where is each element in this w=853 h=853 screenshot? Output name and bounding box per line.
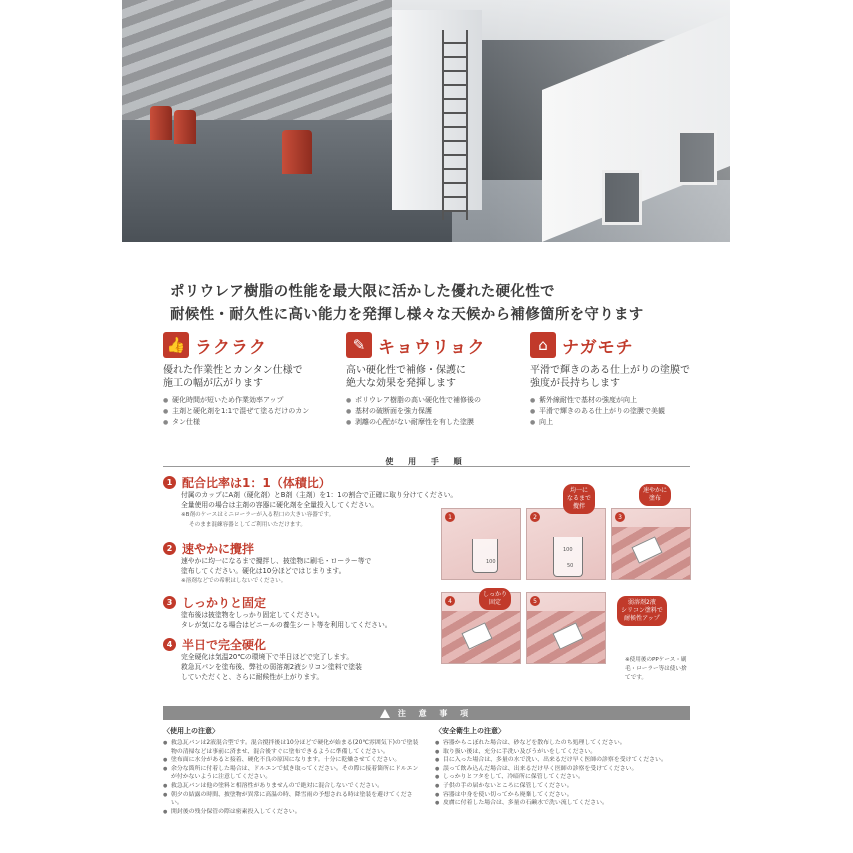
step-1-header [163, 474, 331, 491]
feature-point: ● ポリウレア樹脂の高い硬化性で補修後の [346, 395, 526, 406]
headline [170, 281, 730, 327]
step-2-header [163, 540, 254, 557]
caution-item: ● 余分な箇所に付着した場合は、ドルエンで拭き取ってください。その際に接着箇所にドルエンが付かないように注意してください。 [163, 765, 421, 782]
figure-note: ※使用後のPPケース・刷毛・ローラー等は使い捨てです。 [625, 657, 687, 681]
caution-item: ● 開封後の残分保管の際は密素投入してください。 [163, 808, 421, 817]
figure-1 [441, 508, 521, 580]
usage-figures [441, 487, 690, 681]
figure-number: 5 [530, 596, 540, 606]
feature-desc-line: 優れた作業性とカンタン仕様で [163, 365, 303, 376]
feature-point: ● 剥離の心配がない耐摩性を有した塗膜 [346, 417, 526, 428]
step-line: 全量使用の場合は主剤の容器に硬化剤を全量投入してください。 [181, 501, 379, 509]
warning-icon [380, 709, 390, 718]
figure-5 [526, 592, 606, 664]
figure-3-bubble: 速やかに 塗布 [639, 484, 671, 506]
figure-2 [526, 508, 606, 580]
step-3-body [181, 610, 441, 630]
feature-point: ● タン仕様 [163, 417, 343, 428]
figure-number: 3 [615, 512, 625, 522]
step-4-body [181, 652, 441, 682]
rooftop-photo [122, 0, 730, 242]
feature-point: ● 硬化時間が短いため作業効率アップ [163, 395, 343, 406]
feature-point: ● 基材の破断面を強力保護 [346, 406, 526, 417]
step-number: 4 [163, 638, 176, 651]
step-note: ※溶剤などでの希釈はしないでください。 [181, 578, 287, 584]
feature-point: ● 向上 [530, 417, 710, 428]
step-4-header [163, 636, 266, 653]
caution-item: ● 誤って飲み込んだ場合は、出来るだけ早く医師の診察を受けてください。 [435, 765, 693, 774]
feature-rakuraku [163, 330, 343, 428]
headline-line-2: 耐候性・耐久性に高い能力を発揮し様々な天候から補修箇所を守ります [170, 307, 644, 323]
headline-line-1: ポリウレア樹脂の性能を最大限に活かした優れた硬化性で [170, 284, 555, 300]
caution-item: ● 朝夕の結露の時間、披塗物が異常に高温の時、降雪雨の予想される時は塗装を避けてください。 [163, 791, 421, 808]
step-title: 配合比率は1：1（体積比） [182, 476, 331, 490]
feature-desc-line: 平滑で輝きのある仕上がりの塗膜で [530, 365, 690, 376]
usage-cautions [163, 726, 421, 816]
caution-item: ● 子供の手の届かないところに保管してください。 [435, 782, 693, 791]
feature-nagamochi [530, 330, 710, 428]
usage-cautions-title: 〈使用上の注意〉 [163, 727, 219, 735]
figure-5-bubble: 弱溶剤2液 シリコン塗料で 耐候性アップ [617, 596, 667, 626]
step-number: 1 [163, 476, 176, 489]
caution-item: ● 塗布面に水分があると接着、硬化不良の原因になります。十分に乾燥させてください。 [163, 756, 421, 765]
figure-number: 1 [445, 512, 455, 522]
figure-2-bubble: 均一に なるまで 攪拌 [563, 484, 595, 514]
feature-title: キョウリョク [378, 337, 486, 358]
step-line: 救急瓦パンを塗布後、弊社の弱溶剤2液シリコン塗料で塗装 [181, 663, 362, 671]
cup-mark: 50 [567, 563, 574, 569]
feature-desc-line: 高い硬化性で補修・保護に [346, 365, 466, 376]
step-line: タレが気になる場合はビニールの養生シート等を利用してください。 [181, 621, 392, 629]
cup-mark: 100 [486, 559, 496, 565]
caution-title: 注 意 事 項 [397, 708, 474, 718]
thumbs-up-icon: 👍 [163, 332, 189, 358]
step-line: 塗布後は披塗物をしっかり固定してください。 [181, 611, 324, 619]
step-number: 3 [163, 596, 176, 609]
step-number: 2 [163, 542, 176, 555]
safety-cautions [435, 726, 693, 808]
feature-desc-line: 強度が長持ちします [530, 378, 620, 389]
step-line: 速やかに均一になるまで攪拌し、披塗物に刷毛・ローラー等で [181, 557, 372, 565]
caution-item: ● 皮膚に付着した場合は、多量の石鹸水で洗い流してください。 [435, 799, 693, 808]
step-3-header [163, 594, 266, 611]
cup-mark: 100 [563, 547, 573, 553]
step-title: しっかりと固定 [182, 596, 267, 610]
step-line: 完全硬化は気温20℃の環境下で半日ほどで完了します。 [181, 653, 354, 661]
step-title: 半日で完全硬化 [182, 638, 267, 652]
feature-point: ● 紫外線耐性で基材の強度が向上 [530, 395, 710, 406]
feature-desc-line: 絶大な効果を発揮します [346, 378, 456, 389]
usage-section-header [163, 456, 690, 468]
step-line: していただくと、さらに耐候性が上がります。 [181, 673, 324, 681]
feature-point: ● 平滑で輝きのある仕上がりの塗膜で美観 [530, 406, 710, 417]
caution-item: ● 容器は中身を使い切ってから廃棄してください。 [435, 791, 693, 800]
usage-section [163, 456, 690, 694]
measuring-cup [553, 537, 583, 577]
caution-item: ● 取り扱い後は、充分に手洗い及びうがいをしてください。 [435, 748, 693, 757]
feature-desc-line: 施工の幅が広がります [163, 378, 263, 389]
caution-item: ● 救急瓦パンは2液混合型です。混合撹拌後は10分ほどで硬化が始まる(20℃雰囲気下)ので塗装物の清掃などは事前に済ませ、混合後すぐに塗布できるように準備してください。 [163, 739, 421, 756]
figure-number: 2 [530, 512, 540, 522]
step-line: 塗布してください。硬化は10分ほどではじまります。 [181, 567, 346, 575]
step-line: 付属のカップにA剤（硬化剤）とB剤（主剤）を1：1の割合で正確に取り分けてください。 [181, 491, 458, 499]
caution-item: ● 救急瓦パンは他の塗料と相溶性がありませんので絶対に混合しないでください。 [163, 782, 421, 791]
usage-section-title: 使 用 手 順 [385, 457, 468, 466]
caution-header [163, 706, 690, 720]
caution-item: ● 目に入った場合は、多量の水で洗い、出来るだけ早く医師の診察を受けてください。 [435, 756, 693, 765]
caution-section [163, 706, 690, 853]
figure-3 [611, 508, 691, 580]
step-2-body [181, 556, 441, 586]
feature-title: ラクラク [195, 337, 267, 358]
house-icon: ⌂ [530, 332, 556, 358]
feature-point: ● 主剤と硬化剤を1:1で混ぜて塗るだけのカン [163, 406, 343, 417]
caution-item: ● しっかりとフタをして、冷暗所に保管してください。 [435, 773, 693, 782]
figure-number: 4 [445, 596, 455, 606]
feature-kyouryoku [346, 330, 526, 428]
caution-item: ● 容器からこぼれた場合は、砂などを散布したのち処理してください。 [435, 739, 693, 748]
feature-title: ナガモチ [562, 337, 634, 358]
step-title: 速やかに攪拌 [182, 542, 255, 556]
muscle-arm-icon: ✎ [346, 332, 372, 358]
step-note: ※B剤のケースはミニローラーが入る程口の大きい容器です。 [181, 512, 335, 518]
measuring-cup [472, 539, 498, 573]
step-note: そのまま混練容器としてご利用いただけます。 [189, 522, 307, 528]
figure-4-bubble: しっかり 固定 [479, 588, 511, 610]
safety-cautions-title: 〈安全衛生上の注意〉 [435, 727, 505, 735]
